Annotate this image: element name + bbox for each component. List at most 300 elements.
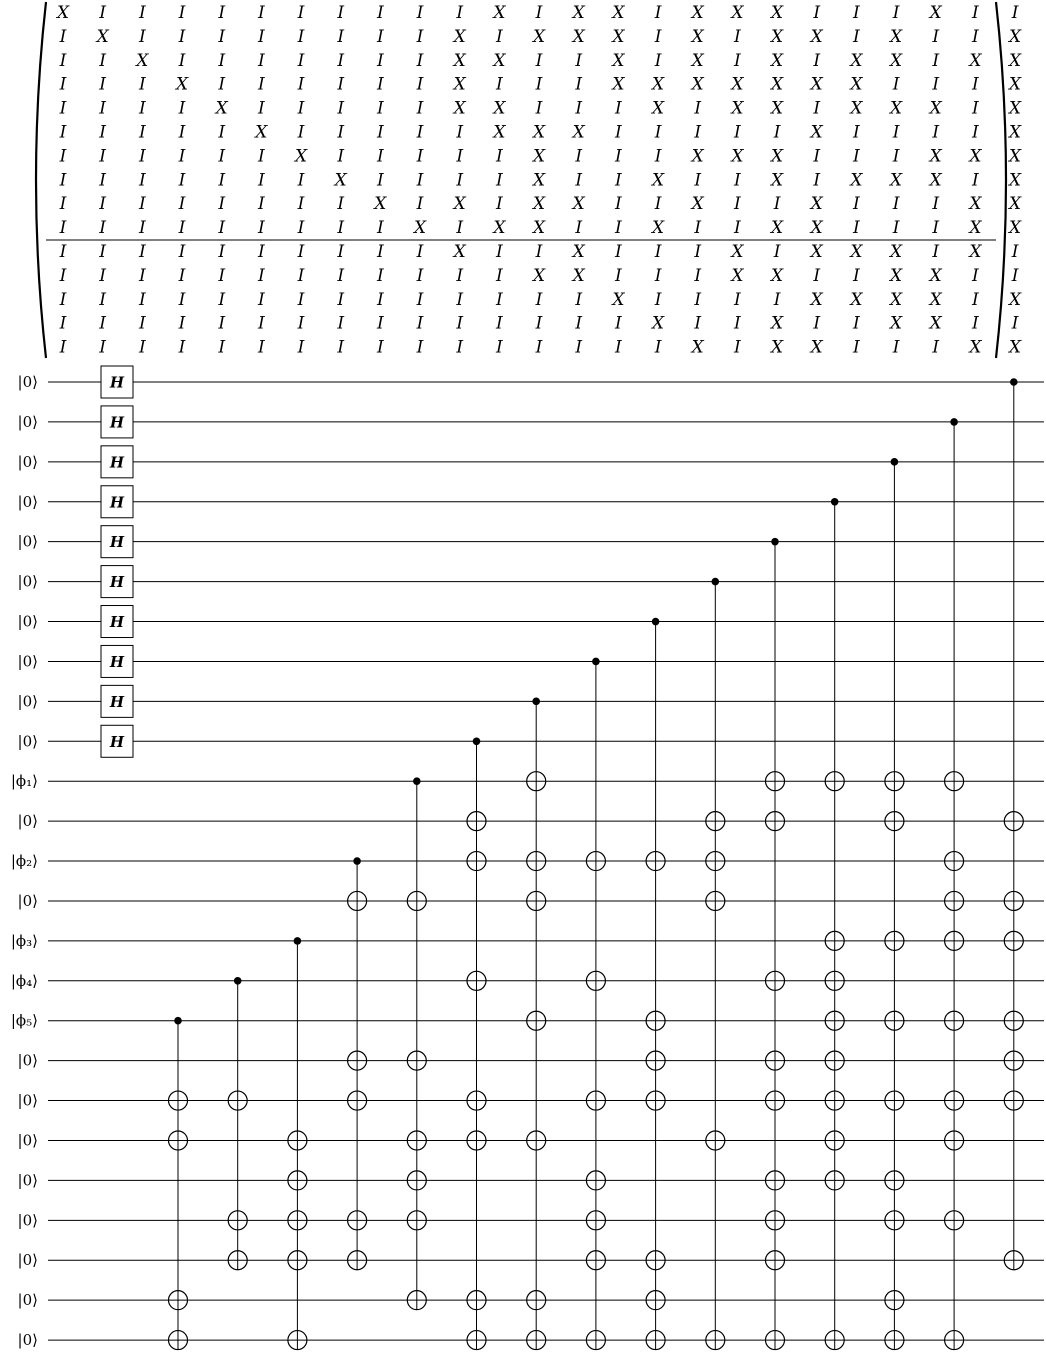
matrix-cell: X bbox=[969, 218, 982, 239]
matrix-cell: I bbox=[773, 122, 781, 143]
wire-label: |0⟩ bbox=[17, 412, 38, 431]
matrix-cell: X bbox=[1009, 50, 1022, 71]
matrix-cell: I bbox=[416, 50, 424, 71]
matrix-cell: I bbox=[496, 337, 503, 358]
matrix-cell: I bbox=[416, 265, 424, 286]
hadamard-label: H bbox=[109, 652, 125, 671]
matrix-cell: I bbox=[932, 50, 940, 71]
matrix-cell: I bbox=[257, 26, 265, 47]
matrix-cell: X bbox=[771, 26, 784, 47]
matrix-cell: I bbox=[377, 146, 384, 167]
matrix-cell: I bbox=[496, 146, 503, 167]
wire-label: |ϕ₅⟩ bbox=[10, 1011, 38, 1030]
matrix-cell: I bbox=[932, 122, 940, 143]
matrix-cell: I bbox=[972, 26, 979, 47]
wire-label: |0⟩ bbox=[17, 452, 38, 471]
matrix-cell: I bbox=[496, 170, 503, 191]
matrix-cell: X bbox=[810, 289, 823, 310]
matrix-cell: I bbox=[734, 170, 741, 191]
matrix-cell: I bbox=[456, 218, 464, 239]
matrix-cell: I bbox=[99, 242, 107, 262]
matrix-cell: I bbox=[138, 3, 146, 23]
matrix-cell: I bbox=[337, 265, 345, 286]
wire-label: |0⟩ bbox=[17, 1051, 38, 1070]
matrix-cell: I bbox=[932, 218, 940, 239]
matrix-cell: X bbox=[810, 337, 823, 358]
matrix-cell: I bbox=[853, 26, 860, 47]
matrix-cell: I bbox=[694, 98, 702, 119]
matrix-cell: I bbox=[218, 313, 226, 334]
matrix-cell: I bbox=[138, 337, 146, 358]
matrix-cell: I bbox=[99, 98, 107, 119]
matrix-cell: I bbox=[496, 26, 503, 47]
matrix-cell: I bbox=[773, 194, 781, 215]
matrix-cell: I bbox=[456, 265, 464, 286]
hadamard-label: H bbox=[109, 732, 125, 751]
matrix-cell: X bbox=[532, 218, 546, 239]
control-dot bbox=[532, 698, 540, 706]
matrix-cell: I bbox=[218, 74, 226, 95]
matrix-cell: I bbox=[496, 74, 503, 95]
matrix-cell: X bbox=[532, 26, 546, 47]
hadamard-label: H bbox=[109, 493, 125, 512]
matrix-cell: I bbox=[337, 98, 345, 119]
matrix-cell: X bbox=[691, 146, 704, 167]
matrix-cell: I bbox=[297, 242, 305, 262]
matrix-cell: X bbox=[453, 74, 466, 95]
matrix-cell: X bbox=[493, 50, 506, 71]
wire-label: |0⟩ bbox=[17, 652, 38, 671]
matrix-cell: X bbox=[136, 50, 149, 71]
matrix-cell: I bbox=[297, 98, 305, 119]
matrix-cell: I bbox=[654, 242, 662, 262]
matrix-cell: I bbox=[138, 194, 146, 215]
matrix-cell: X bbox=[731, 242, 744, 262]
matrix-cell: I bbox=[456, 3, 464, 23]
matrix-cell: I bbox=[654, 289, 662, 310]
matrix-cell: I bbox=[615, 337, 622, 358]
matrix-cell: I bbox=[138, 265, 146, 286]
matrix-cell: I bbox=[59, 98, 67, 119]
wire-label: |0⟩ bbox=[17, 1131, 38, 1150]
matrix-cell: I bbox=[853, 218, 860, 239]
matrix-cell: I bbox=[694, 170, 702, 191]
matrix-cell: I bbox=[138, 98, 146, 119]
matrix-cell: I bbox=[535, 313, 543, 334]
wire-label: |0⟩ bbox=[17, 1171, 38, 1190]
matrix-cell: I bbox=[377, 337, 384, 358]
matrix-cell: X bbox=[612, 74, 625, 95]
matrix-cell: X bbox=[1009, 337, 1022, 358]
matrix-cell: X bbox=[612, 26, 625, 47]
matrix-cell: I bbox=[337, 74, 345, 95]
matrix-cell: I bbox=[218, 242, 226, 262]
matrix-cell: I bbox=[377, 3, 384, 23]
matrix-cell: I bbox=[377, 50, 384, 71]
matrix-cell: I bbox=[615, 265, 622, 286]
matrix-cell: X bbox=[771, 170, 784, 191]
matrix-cell: X bbox=[929, 146, 942, 167]
matrix-cell: I bbox=[416, 194, 424, 215]
matrix-cell: I bbox=[853, 313, 860, 334]
matrix-cell: I bbox=[337, 218, 345, 239]
matrix-cell: X bbox=[969, 194, 982, 215]
matrix-cell: I bbox=[813, 170, 821, 191]
matrix-cell: X bbox=[572, 194, 585, 215]
matrix-cell: I bbox=[257, 98, 265, 119]
matrix-cell: I bbox=[1011, 242, 1019, 262]
matrix-cell: I bbox=[99, 74, 107, 95]
matrix-cell: X bbox=[850, 289, 863, 310]
matrix-cell: I bbox=[615, 313, 622, 334]
matrix-cell: I bbox=[813, 146, 821, 167]
wire-label: |0⟩ bbox=[17, 891, 38, 910]
matrix-cell: X bbox=[532, 194, 546, 215]
matrix-cell: I bbox=[337, 26, 345, 47]
matrix-cell: X bbox=[731, 3, 744, 23]
matrix-cell: I bbox=[416, 3, 424, 23]
matrix-cell: I bbox=[773, 242, 781, 262]
matrix-cell: I bbox=[734, 289, 741, 310]
matrix-cell: I bbox=[218, 337, 226, 358]
matrix-cell: I bbox=[99, 170, 107, 191]
matrix-cell: X bbox=[1009, 98, 1022, 119]
matrix-cell: X bbox=[810, 194, 823, 215]
matrix-cell: I bbox=[59, 122, 67, 143]
matrix-cell: I bbox=[99, 50, 107, 71]
matrix-cell: I bbox=[853, 146, 860, 167]
matrix-cell: I bbox=[297, 313, 305, 334]
circuit-gates bbox=[101, 366, 1023, 1350]
matrix-cell: I bbox=[615, 194, 622, 215]
matrix-cell: X bbox=[1009, 289, 1022, 310]
matrix-cell: I bbox=[654, 122, 662, 143]
matrix-cell: I bbox=[59, 289, 67, 310]
matrix-cell: X bbox=[651, 98, 665, 119]
matrix-cell: I bbox=[813, 98, 821, 119]
matrix-cell: I bbox=[178, 218, 186, 239]
matrix-cell: X bbox=[850, 50, 863, 71]
matrix-cell: I bbox=[297, 218, 305, 239]
matrix-cell: I bbox=[218, 50, 226, 71]
matrix-cell: X bbox=[453, 242, 466, 262]
matrix-cell: I bbox=[59, 50, 67, 71]
matrix-cell: I bbox=[377, 170, 384, 191]
wire-label: |0⟩ bbox=[17, 692, 38, 711]
matrix-cell: I bbox=[377, 265, 384, 286]
matrix-cell: X bbox=[691, 50, 704, 71]
hadamard-label: H bbox=[109, 692, 125, 711]
matrix-cell: I bbox=[59, 146, 67, 167]
matrix-cell: I bbox=[99, 337, 107, 358]
hadamard-label: H bbox=[109, 533, 125, 552]
matrix-cell: I bbox=[99, 3, 107, 23]
matrix-cell: I bbox=[59, 26, 67, 47]
matrix-cell: I bbox=[853, 194, 860, 215]
matrix-cell: X bbox=[532, 122, 546, 143]
matrix-cell: I bbox=[615, 170, 622, 191]
matrix-cell: I bbox=[178, 242, 186, 262]
wire-label: |0⟩ bbox=[17, 492, 38, 511]
control-dot bbox=[712, 578, 720, 586]
matrix-cell: X bbox=[294, 146, 308, 167]
matrix-cell: I bbox=[59, 337, 67, 358]
matrix-cell: I bbox=[99, 218, 107, 239]
matrix-cell: I bbox=[654, 26, 662, 47]
matrix-cell: X bbox=[771, 50, 784, 71]
wire-label: |ϕ₃⟩ bbox=[10, 931, 38, 950]
matrix-cell: I bbox=[535, 337, 543, 358]
matrix-cell: I bbox=[377, 26, 384, 47]
matrix-cell: I bbox=[892, 194, 900, 215]
matrix-cell: X bbox=[334, 170, 347, 191]
matrix-cell: X bbox=[612, 289, 625, 310]
matrix-cell: I bbox=[377, 122, 384, 143]
control-dot bbox=[294, 937, 302, 945]
matrix-cell: X bbox=[771, 74, 784, 95]
matrix-cell: I bbox=[535, 74, 543, 95]
matrix-cell: I bbox=[972, 289, 979, 310]
matrix-cell: I bbox=[59, 218, 67, 239]
matrix-cell: I bbox=[178, 313, 186, 334]
matrix-cell: I bbox=[59, 74, 67, 95]
matrix-cell: I bbox=[218, 3, 226, 23]
matrix-cell: I bbox=[377, 242, 384, 262]
matrix-cell: I bbox=[297, 337, 305, 358]
control-dot bbox=[831, 498, 839, 506]
matrix-cell: X bbox=[453, 50, 466, 71]
matrix-cell: I bbox=[257, 337, 265, 358]
matrix-cell: I bbox=[813, 265, 821, 286]
matrix-cell: I bbox=[337, 50, 345, 71]
matrix-cell: I bbox=[892, 74, 900, 95]
matrix-cell: I bbox=[535, 3, 543, 23]
matrix-cell: X bbox=[929, 289, 942, 310]
matrix-cell: I bbox=[297, 194, 305, 215]
matrix-cell: X bbox=[651, 170, 665, 191]
matrix-cell: I bbox=[694, 313, 702, 334]
matrix-cell: I bbox=[972, 122, 979, 143]
matrix-cell: I bbox=[1011, 3, 1019, 23]
matrix-cell: I bbox=[377, 289, 384, 310]
matrix-cell: X bbox=[929, 313, 942, 334]
matrix-cell: X bbox=[612, 50, 625, 71]
matrix-cell: I bbox=[257, 313, 265, 334]
wire-label: |0⟩ bbox=[17, 1251, 38, 1270]
wire-label: |ϕ₂⟩ bbox=[10, 852, 38, 871]
matrix-cell: I bbox=[575, 74, 583, 95]
matrix-cell: I bbox=[694, 265, 702, 286]
control-dot bbox=[592, 658, 600, 666]
matrix-cell: I bbox=[99, 194, 107, 215]
matrix-cell: I bbox=[456, 337, 464, 358]
matrix-cell: I bbox=[138, 218, 146, 239]
matrix-cell: I bbox=[59, 313, 67, 334]
matrix-cell: I bbox=[178, 26, 186, 47]
control-dot bbox=[652, 618, 660, 626]
matrix-cell: X bbox=[850, 74, 863, 95]
matrix-cell: I bbox=[218, 265, 226, 286]
matrix-cell: X bbox=[731, 265, 744, 286]
matrix-cell: X bbox=[890, 242, 903, 262]
matrix-cell: I bbox=[575, 146, 583, 167]
matrix-cell: X bbox=[572, 242, 585, 262]
control-dot bbox=[413, 777, 421, 785]
matrix-cell: X bbox=[969, 146, 982, 167]
matrix-cell: I bbox=[734, 313, 741, 334]
matrix-cell: I bbox=[892, 337, 900, 358]
matrix-cell: X bbox=[215, 98, 228, 119]
matrix-cell: X bbox=[572, 122, 585, 143]
wire-label: |0⟩ bbox=[17, 373, 38, 391]
matrix-cell: I bbox=[297, 50, 305, 71]
matrix-cell: I bbox=[575, 98, 583, 119]
matrix-cell: X bbox=[374, 194, 387, 215]
matrix-cell: X bbox=[771, 98, 784, 119]
matrix-cell: I bbox=[178, 289, 186, 310]
matrix-cell: X bbox=[771, 313, 784, 334]
matrix-cell: X bbox=[890, 98, 903, 119]
matrix-cell: I bbox=[496, 194, 503, 215]
matrix-cell: I bbox=[932, 74, 940, 95]
wire-label: |0⟩ bbox=[17, 1291, 38, 1310]
matrix-cell: I bbox=[654, 50, 662, 71]
matrix-cell: X bbox=[810, 74, 823, 95]
wire-label: |0⟩ bbox=[17, 812, 38, 831]
matrix-cell: X bbox=[890, 265, 903, 286]
matrix-cell: I bbox=[178, 170, 186, 191]
matrix-cell: X bbox=[890, 26, 903, 47]
wire-label: |0⟩ bbox=[17, 1091, 38, 1110]
matrix-cell: I bbox=[456, 122, 464, 143]
matrix-cell: X bbox=[890, 289, 903, 310]
matrix-cell: I bbox=[416, 337, 424, 358]
wire-label: |0⟩ bbox=[17, 1211, 38, 1230]
matrix-cell: X bbox=[493, 98, 506, 119]
matrix-cell: I bbox=[218, 146, 226, 167]
control-dot bbox=[473, 737, 481, 745]
matrix-cell: X bbox=[850, 98, 863, 119]
matrix-cell: I bbox=[575, 337, 583, 358]
matrix-cell: X bbox=[850, 242, 863, 262]
matrix-cell: I bbox=[297, 170, 305, 191]
matrix-cell: X bbox=[929, 170, 942, 191]
wire-label: |0⟩ bbox=[17, 532, 38, 551]
control-dot bbox=[234, 977, 242, 985]
wire-label: |0⟩ bbox=[17, 572, 38, 591]
matrix-cell: X bbox=[56, 3, 70, 23]
matrix-cell: I bbox=[257, 289, 265, 310]
matrix-cell: X bbox=[1009, 122, 1022, 143]
matrix-cell: I bbox=[99, 313, 107, 334]
matrix-cell: I bbox=[416, 122, 424, 143]
matrix-cell: I bbox=[218, 170, 226, 191]
matrix-cell: I bbox=[853, 337, 860, 358]
matrix-cell: X bbox=[175, 74, 189, 95]
matrix-cell: I bbox=[138, 74, 146, 95]
matrix-cell: I bbox=[297, 74, 305, 95]
matrix-cell: I bbox=[932, 26, 940, 47]
matrix-cell: I bbox=[178, 337, 186, 358]
matrix-cell: X bbox=[532, 146, 546, 167]
matrix-cell: I bbox=[218, 26, 226, 47]
matrix-cell: I bbox=[377, 313, 384, 334]
matrix-cell: X bbox=[929, 3, 942, 23]
matrix-cell: I bbox=[654, 265, 662, 286]
matrix-cell: I bbox=[932, 194, 940, 215]
matrix-cell: X bbox=[771, 3, 784, 23]
matrix-cell: I bbox=[734, 50, 741, 71]
matrix-cell: I bbox=[734, 122, 741, 143]
matrix-cell: X bbox=[850, 170, 863, 191]
matrix-cell: I bbox=[972, 265, 979, 286]
matrix-cell: I bbox=[535, 98, 543, 119]
matrix-cell: I bbox=[178, 50, 186, 71]
matrix-cell: X bbox=[969, 242, 982, 262]
matrix-right-paren bbox=[996, 2, 1006, 358]
matrix-cell: I bbox=[257, 50, 265, 71]
matrix-cell: X bbox=[810, 242, 823, 262]
matrix-cell: X bbox=[1009, 26, 1022, 47]
matrix-cell: I bbox=[138, 146, 146, 167]
matrix-cell: I bbox=[218, 289, 226, 310]
matrix-cell: X bbox=[810, 218, 823, 239]
matrix-left-paren bbox=[36, 2, 46, 358]
matrix-cell: I bbox=[297, 289, 305, 310]
matrix-cell: I bbox=[257, 74, 265, 95]
matrix-cell: X bbox=[532, 265, 546, 286]
matrix-cell: I bbox=[377, 98, 384, 119]
matrix-cell: I bbox=[932, 242, 940, 262]
matrix-cell: X bbox=[691, 74, 704, 95]
matrix-cell: I bbox=[99, 289, 107, 310]
matrix-cell: I bbox=[734, 26, 741, 47]
matrix-cell: I bbox=[575, 313, 583, 334]
matrix-cell: I bbox=[615, 122, 622, 143]
matrix-cell: I bbox=[218, 194, 226, 215]
matrix-cell: X bbox=[413, 218, 427, 239]
matrix-cell: I bbox=[932, 337, 940, 358]
matrix-cell: X bbox=[493, 122, 506, 143]
matrix-cell: I bbox=[1011, 265, 1019, 286]
matrix-cell: I bbox=[615, 242, 622, 262]
matrix-cell: X bbox=[771, 146, 784, 167]
matrix-cell: I bbox=[416, 170, 424, 191]
matrix-cell: I bbox=[59, 194, 67, 215]
matrix-cell: X bbox=[572, 3, 585, 23]
stabilizer-matrix bbox=[36, 2, 1022, 358]
matrix-cell: X bbox=[1009, 74, 1022, 95]
matrix-cell: I bbox=[377, 218, 384, 239]
wire-label: |0⟩ bbox=[17, 612, 38, 631]
matrix-cell: X bbox=[929, 265, 942, 286]
matrix-cell: I bbox=[416, 242, 424, 262]
matrix-cell: I bbox=[416, 26, 424, 47]
wire-label: |0⟩ bbox=[17, 1331, 38, 1350]
matrix-cell: X bbox=[771, 265, 784, 286]
matrix-cell: I bbox=[337, 242, 345, 262]
matrix-cell: I bbox=[456, 146, 464, 167]
hadamard-label: H bbox=[109, 613, 125, 632]
matrix-cell: I bbox=[496, 289, 503, 310]
matrix-cell: I bbox=[694, 218, 702, 239]
matrix-cell: I bbox=[257, 242, 265, 262]
matrix-cell: I bbox=[734, 337, 741, 358]
matrix-cell: I bbox=[416, 313, 424, 334]
matrix-cell: X bbox=[1009, 194, 1022, 215]
matrix-cell: X bbox=[1009, 170, 1022, 191]
matrix-cell: I bbox=[337, 194, 345, 215]
